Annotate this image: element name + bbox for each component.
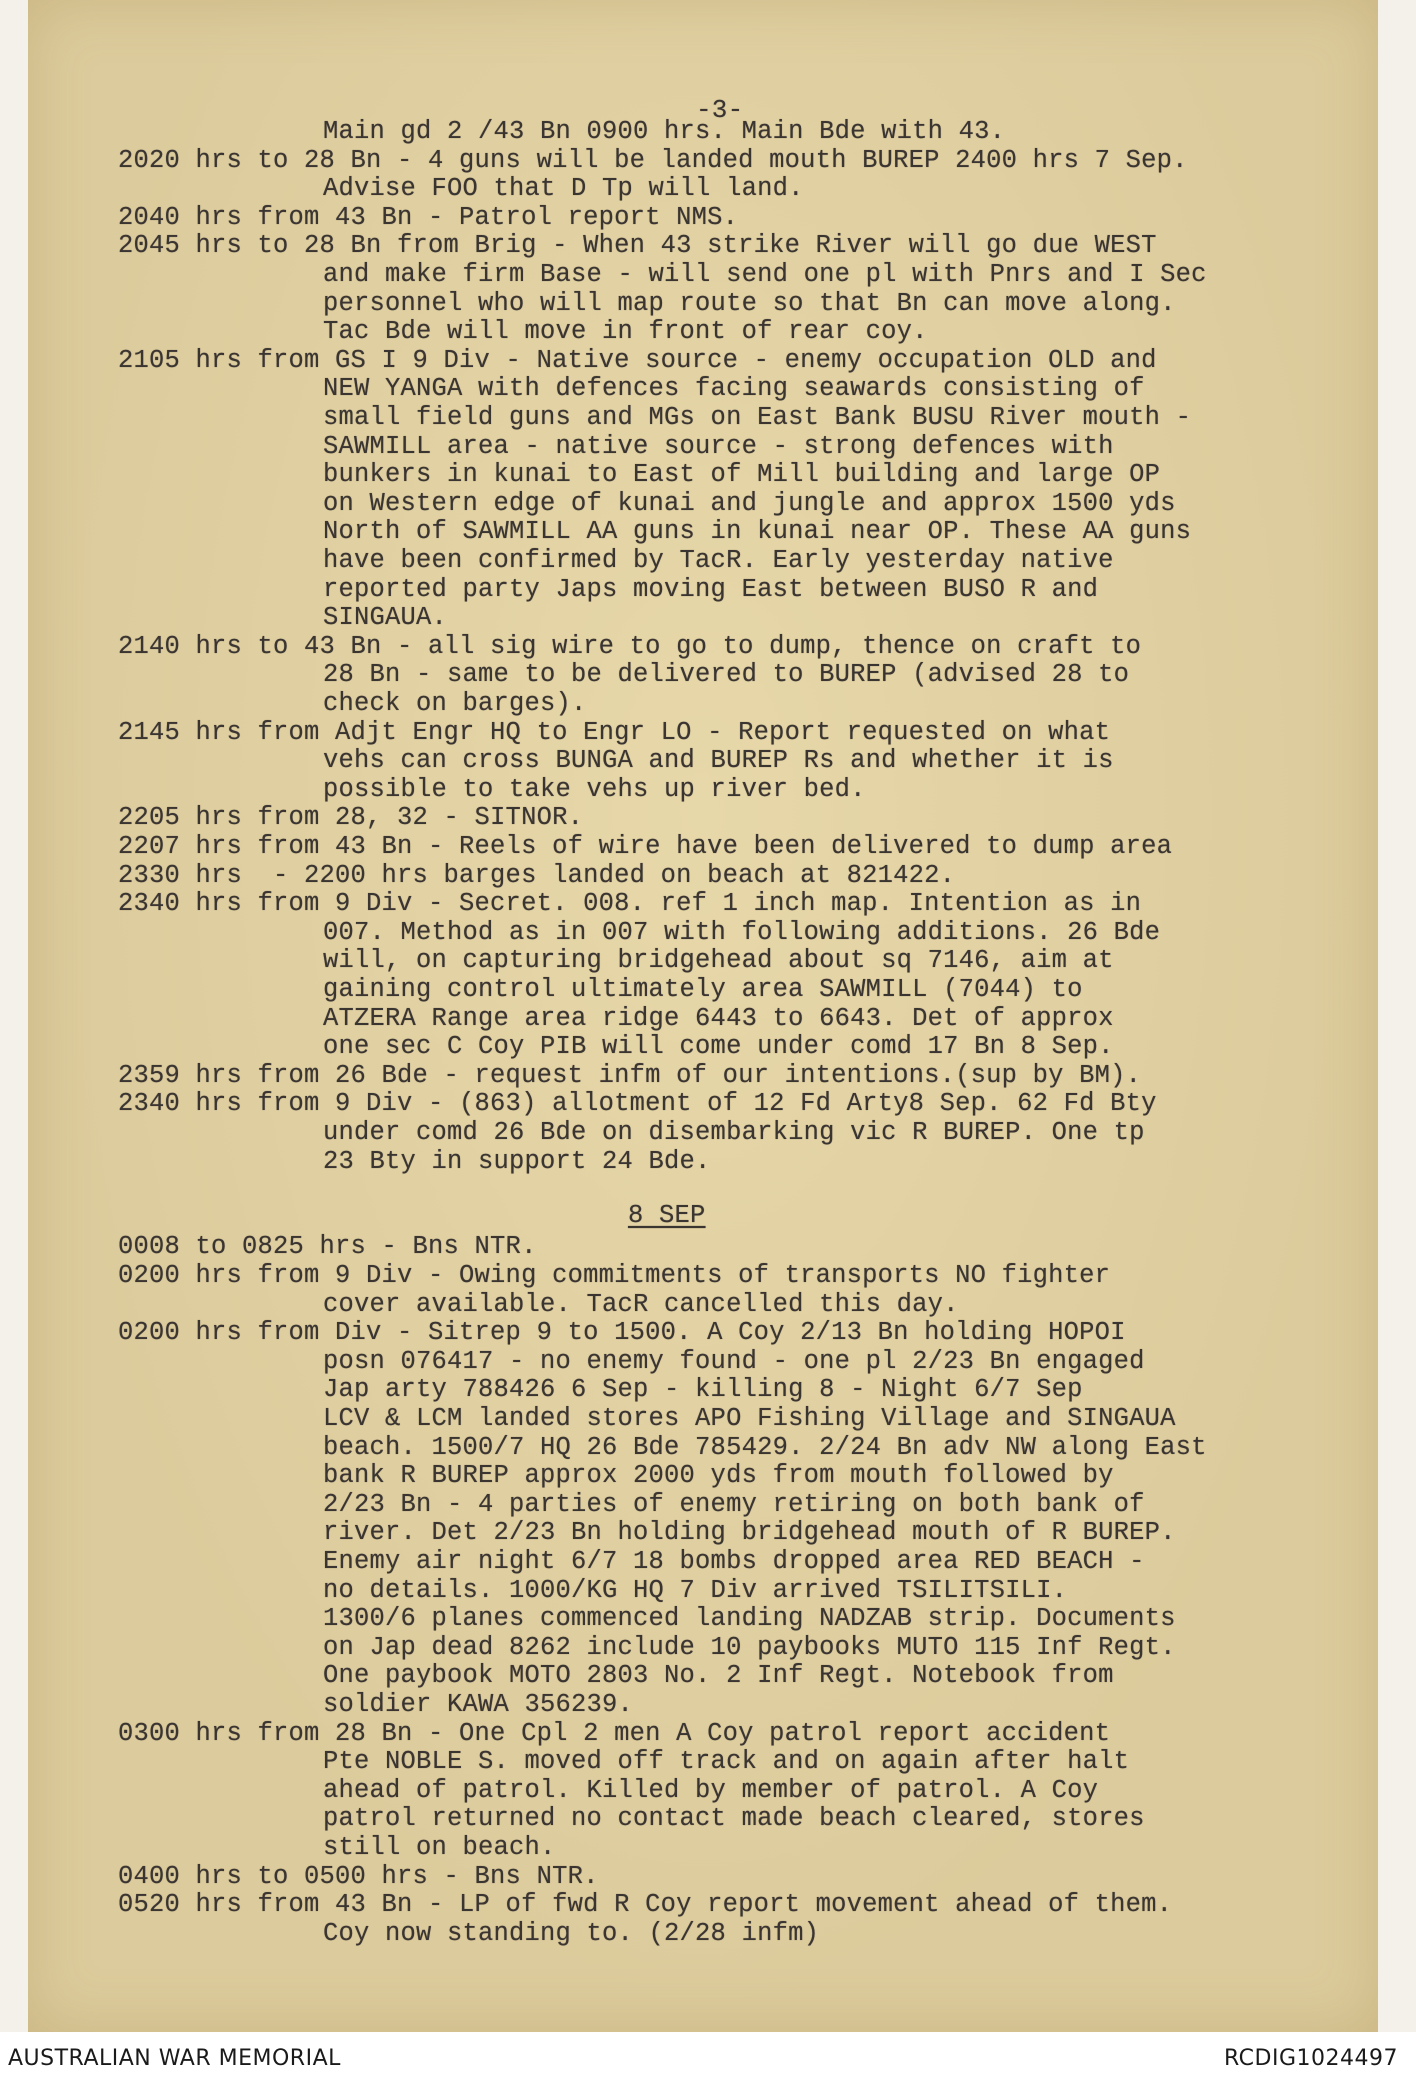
log-line: 2205 hrs from 28, 32 - SITNOR. [118, 803, 584, 833]
log-line: North of SAWMILL AA guns in kunai near OP. These AA guns [323, 517, 1192, 547]
log-line: 0200 hrs from 9 Div - Owing commitments of transports NO fighter [118, 1261, 1111, 1290]
log-line: have been confirmed by TacR. Early yesterday native [323, 546, 1114, 575]
log-line: LCV & LCM landed stores APO Fishing Village and SINGAUA [323, 1404, 1176, 1433]
archive-footer [0, 2032, 1416, 2081]
log-line: 0400 hrs to 0500 hrs - Bns NTR. [118, 1861, 599, 1891]
log-line: Main gd 2 /43 Bn 0900 hrs. Main Bde with 43. [323, 117, 1006, 146]
log-line: under comd 26 Bde on disembarking vic R BUREP. One tp [323, 1118, 1145, 1147]
log-line: 007. Method as in 007 with following additions. 26 Bde [323, 917, 1161, 947]
log-line: no details. 1000/KG HQ 7 Div arrived TSILITSILI. [323, 1575, 1068, 1605]
log-line: 0300 hrs from 28 Bn - One Cpl 2 men A Coy patrol report accident [118, 1718, 1111, 1748]
log-line: 2359 hrs from 26 Bde - request infm of our intentions.(sup by BM). [118, 1060, 1142, 1090]
log-line: Pte NOBLE S. moved off track and on again after halt [323, 1747, 1130, 1777]
log-line: 2340 hrs from 9 Div - Secret. 008. ref 1 inch map. Intention as in [118, 889, 1142, 919]
log-line: 2040 hrs from 43 Bn - Patrol report NMS. [118, 202, 739, 232]
section-heading: 8 SEP [628, 1201, 706, 1230]
log-line: beach. 1500/7 HQ 26 Bde 785429. 2/24 Bn adv NW along East [323, 1432, 1207, 1462]
log-line: ahead of patrol. Killed by member of patrol. A Coy [323, 1775, 1099, 1805]
log-line: Enemy air night 6/7 18 bombs dropped area RED BEACH - [323, 1547, 1145, 1576]
log-line: on Jap dead 8262 include 10 paybooks MUTO 115 Inf Regt. [323, 1632, 1176, 1662]
log-line: on Western edge of kunai and jungle and approx 1500 yds [323, 488, 1176, 518]
log-line: ATZERA Range area ridge 6443 to 6643. Det of approx [323, 1003, 1114, 1033]
log-line: 1300/6 planes commenced landing NADZAB strip. Documents [323, 1604, 1176, 1634]
log-line: patrol returned no contact made beach cleared, stores [323, 1804, 1145, 1834]
log-line: one sec C Coy PIB will come under comd 17 Bn 8 Sep. [323, 1032, 1114, 1062]
footer-catalog-id: RCDIG1024497 [1223, 2046, 1398, 2071]
log-line: 0200 hrs from Div - Sitrep 9 to 1500. A Coy 2/13 Bn holding HOPOI [118, 1318, 1126, 1348]
log-line: SINGAUA. [323, 603, 448, 633]
log-line: Advise FOO that D Tp will land. [323, 174, 804, 204]
log-line: vehs can cross BUNGA and BUREP Rs and whether it is [323, 746, 1114, 776]
log-line: 2/23 Bn - 4 parties of enemy retiring on both bank of [323, 1489, 1145, 1519]
log-line: soldier KAWA 356239. [323, 1690, 634, 1719]
log-line: SAWMILL area - native source - strong defences with [323, 431, 1114, 461]
log-line: still on beach. [323, 1833, 556, 1862]
log-line: 23 Bty in support 24 Bde. [323, 1146, 711, 1176]
log-line: gaining control ultimately area SAWMILL (7044) to [323, 975, 1083, 1004]
log-line: posn 076417 - no enemy found - one pl 2/23 Bn engaged [323, 1346, 1145, 1376]
log-line: 0520 hrs from 43 Bn - LP of fwd R Coy report movement ahead of them. [118, 1890, 1173, 1920]
log-line: 2105 hrs from GS I 9 Div - Native source - enemy occupation OLD and [118, 345, 1157, 375]
log-line: 2330 hrs - 2200 hrs barges landed on beach at 821422. [118, 860, 956, 890]
log-line: will, on capturing bridgehead about sq 7146, aim at [323, 946, 1114, 976]
log-line: 2020 hrs to 28 Bn - 4 guns will be landed mouth BUREP 2400 hrs 7 Sep. [118, 145, 1188, 175]
log-line: One paybook MOTO 2803 No. 2 Inf Regt. Notebook from [323, 1661, 1114, 1691]
log-line: Tac Bde will move in front of rear coy. [323, 317, 928, 347]
log-line: small field guns and MGs on East Bank BUSU River mouth - [323, 403, 1192, 432]
log-line: 2340 hrs from 9 Div - (863) allotment of 12 Fd Arty8 Sep. 62 Fd Bty [118, 1089, 1157, 1119]
log-line: 2140 hrs to 43 Bn - all sig wire to go to dump, thence on craft to [118, 631, 1142, 661]
log-line: Jap arty 788426 6 Sep - killing 8 - Night 6/7 Sep [323, 1375, 1083, 1405]
log-line: 2207 hrs from 43 Bn - Reels of wire have been delivered to dump area [118, 832, 1173, 861]
log-line: personnel who will map route so that Bn can move along. [323, 288, 1176, 318]
log-line: 2145 hrs from Adjt Engr HQ to Engr LO - Report requested on what [118, 717, 1111, 747]
log-line: cover available. TacR cancelled this day. [323, 1289, 959, 1319]
log-line: reported party Japs moving East between BUSO R and [323, 574, 1099, 604]
log-line: Coy now standing to. (2/28 infm) [323, 1918, 820, 1948]
document-page [28, 0, 1378, 2032]
footer-institution: AUSTRALIAN WAR MEMORIAL [8, 2046, 341, 2071]
log-line: check on barges). [323, 689, 587, 718]
log-line: river. Det 2/23 Bn holding bridgehead mouth of R BUREP. [323, 1518, 1176, 1548]
log-line: bunkers in kunai to East of Mill building and large OP [323, 460, 1161, 490]
log-line: 28 Bn - same to be delivered to BUREP (advised 28 to [323, 660, 1130, 690]
log-line: 0008 to 0825 hrs - Bns NTR. [118, 1232, 537, 1262]
log-line: NEW YANGA with defences facing seawards consisting of [323, 374, 1145, 404]
log-line: bank R BUREP approx 2000 yds from mouth followed by [323, 1461, 1114, 1491]
log-line: possible to take vehs up river bed. [323, 774, 866, 804]
log-line: 2045 hrs to 28 Bn from Brig - When 43 strike River will go due WEST [118, 231, 1157, 261]
page-number: -3- [696, 95, 744, 125]
log-line: and make firm Base - will send one pl with Pnrs and I Sec [323, 260, 1207, 289]
